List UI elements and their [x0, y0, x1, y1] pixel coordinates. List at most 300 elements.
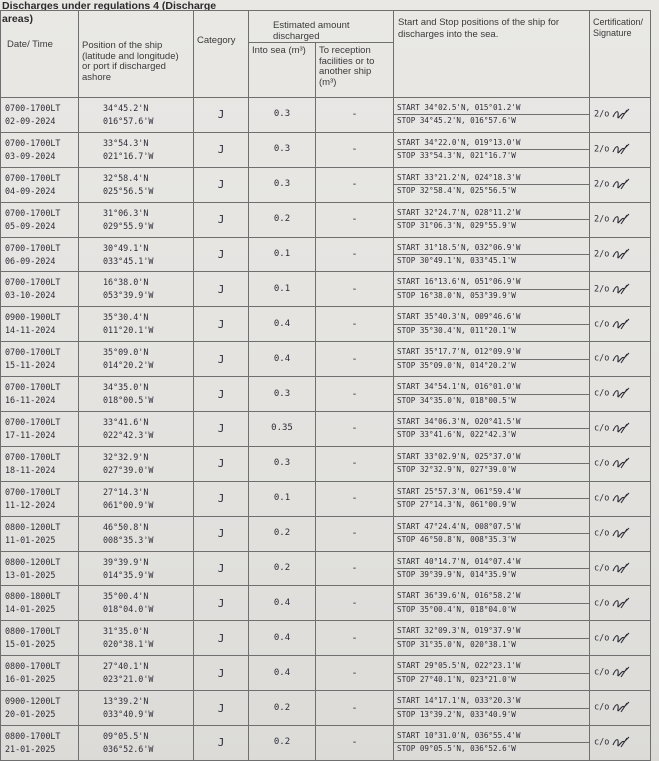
row-date: 17-11-2024	[5, 429, 56, 440]
cell-certification	[590, 726, 651, 761]
cell-to-reception	[316, 726, 394, 761]
row-time: 0700-1700LT	[5, 382, 61, 393]
row-date: 13-01-2025	[5, 569, 56, 580]
row-certification	[590, 318, 650, 332]
row-start-position: START 29°05.5'N, 022°23.1'W	[394, 660, 589, 674]
row-latitude: 27°14.3'N	[103, 486, 149, 497]
row-time: 0700-1700LT	[5, 416, 61, 427]
cell-date-time	[1, 446, 79, 481]
row-date: 15-01-2025	[5, 639, 56, 650]
row-latitude: 16°38.0'N	[103, 277, 149, 288]
cell-category	[194, 237, 249, 272]
cell-position	[79, 272, 194, 307]
table-row	[1, 237, 651, 272]
row-latitude: 34°35.0'N	[103, 382, 149, 393]
row-time: 0800-1200LT	[5, 556, 61, 567]
cell-date-time	[1, 656, 79, 691]
row-start-position: START 32°24.7'N, 028°11.2'W	[394, 207, 589, 221]
signature-icon	[612, 736, 630, 748]
row-date: 21-01-2025	[5, 743, 56, 754]
row-time: 0800-1800LT	[5, 591, 61, 602]
row-certification	[590, 701, 650, 715]
row-certification	[590, 527, 650, 541]
cell-date-time	[1, 342, 79, 377]
row-into-sea: 0.1	[273, 249, 291, 259]
cell-date-time	[1, 691, 79, 726]
row-officer-rank: 2/o	[594, 214, 610, 225]
row-officer-rank: 2/o	[594, 144, 610, 155]
row-certification	[590, 562, 650, 576]
row-officer-rank: c/o	[594, 423, 610, 434]
row-into-sea: 0.2	[273, 563, 291, 574]
cell-category	[194, 98, 249, 133]
row-start-position: START 16°13.6'N, 051°06.9'W	[394, 276, 589, 290]
cell-position	[79, 132, 194, 167]
cell-position	[79, 342, 194, 377]
cell-into-sea	[249, 726, 316, 761]
row-longitude: 016°57.6'W	[103, 115, 154, 126]
row-into-sea: 0.3	[273, 179, 291, 190]
row-latitude: 32°58.4'N	[103, 172, 149, 183]
row-officer-rank: c/o	[594, 563, 610, 574]
row-longitude: 029°55.9'W	[103, 220, 154, 231]
cell-category	[194, 586, 249, 621]
cell-category	[194, 621, 249, 656]
signature-icon	[612, 701, 630, 713]
row-longitude: 018°04.0'W	[103, 604, 154, 615]
signature-icon	[612, 283, 630, 295]
signature-icon	[612, 632, 630, 644]
row-stop-position: STOP 09°05.5'N, 036°52.6'W	[397, 744, 516, 754]
row-officer-rank: c/o	[594, 353, 610, 364]
cell-position	[79, 446, 194, 481]
signature-icon	[612, 492, 630, 504]
row-category: J	[217, 317, 225, 331]
row-date: 16-11-2024	[5, 395, 56, 406]
table-row	[1, 621, 651, 656]
table-row	[1, 342, 651, 377]
cell-certification	[590, 98, 651, 133]
row-officer-rank: 2/o	[594, 109, 610, 120]
cell-category	[194, 307, 249, 342]
row-longitude: 020°38.1'W	[103, 639, 154, 650]
table-row	[1, 377, 651, 412]
row-officer-rank: c/o	[594, 458, 610, 469]
row-officer-rank: 2/o	[594, 249, 610, 260]
table-row	[1, 202, 651, 237]
header-position-label: Position of the ship (latitude and longitude) or port if discharged ashore	[82, 40, 179, 83]
row-category: J	[217, 666, 225, 680]
row-certification	[590, 666, 650, 680]
row-certification	[590, 248, 650, 262]
cell-into-sea	[249, 167, 316, 202]
cell-certification	[590, 342, 651, 377]
cell-certification	[590, 202, 651, 237]
cell-start-stop	[394, 307, 590, 342]
header-certification-label: Certification/ Signature	[593, 17, 644, 38]
row-into-sea: 0.4	[273, 597, 291, 608]
row-latitude: 31°35.0'N	[103, 626, 149, 637]
row-latitude: 46°50.8'N	[103, 521, 149, 532]
row-latitude: 35°00.4'N	[103, 591, 149, 602]
row-date: 11-12-2024	[5, 499, 56, 510]
table-row	[1, 551, 651, 586]
cell-category	[194, 412, 249, 447]
row-stop-position: STOP 33°54.3'N, 021°16.7'W	[397, 151, 516, 161]
row-category: J	[217, 562, 225, 576]
cell-category	[194, 167, 249, 202]
row-into-sea: 0.2	[273, 737, 291, 748]
cell-into-sea	[249, 272, 316, 307]
cell-to-reception	[316, 412, 394, 447]
row-stop-position: STOP 32°58.4'N, 025°56.5'W	[397, 186, 516, 196]
row-to-reception: -	[351, 144, 358, 156]
row-to-reception: -	[351, 214, 358, 226]
cell-into-sea	[249, 691, 316, 726]
row-certification	[590, 422, 650, 436]
header-position	[79, 11, 194, 98]
row-start-position: START 35°40.3'N, 009°46.6'W	[394, 311, 589, 325]
row-date: 15-11-2024	[5, 360, 56, 371]
cell-into-sea	[249, 446, 316, 481]
cell-certification	[590, 167, 651, 202]
cell-position	[79, 656, 194, 691]
row-into-sea: 0.1	[273, 283, 291, 294]
cell-to-reception	[316, 132, 394, 167]
row-certification	[590, 283, 650, 297]
row-time: 0800-1700LT	[5, 626, 61, 637]
row-into-sea: 0.4	[273, 318, 291, 329]
cell-certification	[590, 377, 651, 412]
cell-position	[79, 377, 194, 412]
row-officer-rank: c/o	[594, 667, 610, 678]
cell-category	[194, 551, 249, 586]
cell-position	[79, 202, 194, 237]
row-to-reception: -	[351, 702, 358, 714]
table-row	[1, 272, 651, 307]
cell-date-time	[1, 202, 79, 237]
signature-icon	[612, 108, 630, 120]
row-start-position: START 36°39.6'N, 016°58.2'W	[394, 590, 589, 604]
cell-start-stop	[394, 342, 590, 377]
row-certification	[590, 457, 650, 471]
page-title-line2: areas)	[2, 13, 33, 25]
header-date-time	[1, 11, 79, 98]
header-start-stop	[394, 11, 590, 98]
cell-into-sea	[249, 307, 316, 342]
row-into-sea: 0.2	[273, 214, 291, 225]
cell-category	[194, 481, 249, 516]
table-row	[1, 446, 651, 481]
cell-date-time	[1, 726, 79, 761]
cell-position	[79, 412, 194, 447]
signature-icon	[612, 352, 630, 364]
row-latitude: 34°45.2'N	[103, 102, 149, 113]
row-category: J	[217, 457, 225, 471]
cell-date-time	[1, 98, 79, 133]
row-certification	[590, 632, 650, 646]
row-longitude: 018°00.5'W	[103, 395, 154, 406]
cell-category	[194, 656, 249, 691]
row-start-position: START 34°06.3'N, 020°41.5'W	[394, 416, 589, 430]
cell-certification	[590, 272, 651, 307]
cell-category	[194, 726, 249, 761]
cell-into-sea	[249, 656, 316, 691]
row-start-position: START 34°54.1'N, 016°01.0'W	[394, 381, 589, 395]
row-date: 14-11-2024	[5, 325, 56, 336]
cell-date-time	[1, 412, 79, 447]
row-to-reception: -	[351, 318, 358, 330]
cell-category	[194, 516, 249, 551]
row-stop-position: STOP 31°06.3'N, 029°55.9'W	[397, 221, 516, 231]
cell-position	[79, 621, 194, 656]
cell-to-reception	[316, 98, 394, 133]
row-longitude: 011°20.1'W	[103, 325, 154, 336]
cell-to-reception	[316, 656, 394, 691]
row-to-reception: -	[351, 737, 358, 749]
cell-category	[194, 272, 249, 307]
row-into-sea: 0.3	[273, 388, 291, 399]
row-certification	[590, 387, 650, 401]
table-row	[1, 656, 651, 691]
row-category: J	[217, 701, 225, 715]
cell-certification	[590, 307, 651, 342]
cell-to-reception	[316, 272, 394, 307]
row-longitude: 021°16.7'W	[103, 150, 154, 161]
cell-certification	[590, 516, 651, 551]
cell-date-time	[1, 237, 79, 272]
cell-start-stop	[394, 272, 590, 307]
cell-to-reception	[316, 586, 394, 621]
cell-date-time	[1, 377, 79, 412]
row-certification	[590, 736, 650, 750]
row-stop-position: STOP 31°35.0'N, 020°38.1'W	[397, 639, 516, 649]
row-latitude: 39°39.9'N	[103, 556, 149, 567]
row-to-reception: -	[351, 179, 358, 191]
cell-into-sea	[249, 98, 316, 133]
row-latitude: 27°40.1'N	[103, 661, 149, 672]
row-stop-position: STOP 39°39.9'N, 014°35.9'W	[397, 570, 516, 580]
row-latitude: 09°05.5'N	[103, 730, 149, 741]
row-category: J	[217, 527, 225, 541]
row-certification	[590, 597, 650, 611]
cell-into-sea	[249, 516, 316, 551]
cell-into-sea	[249, 621, 316, 656]
cell-position	[79, 237, 194, 272]
cell-certification	[590, 691, 651, 726]
cell-category	[194, 202, 249, 237]
row-officer-rank: c/o	[594, 598, 610, 609]
cell-to-reception	[316, 167, 394, 202]
row-category: J	[217, 352, 225, 366]
header-estimated-amount	[249, 11, 394, 43]
cell-into-sea	[249, 481, 316, 516]
signature-icon	[612, 666, 630, 678]
signature-icon	[612, 562, 630, 574]
cell-certification	[590, 586, 651, 621]
cell-start-stop	[394, 691, 590, 726]
discharge-log-table	[0, 10, 651, 761]
row-date: 11-01-2025	[5, 534, 56, 545]
row-to-reception: -	[351, 632, 358, 644]
row-date: 16-01-2025	[5, 674, 56, 685]
row-stop-position: STOP 35°30.4'N, 011°20.1'W	[397, 325, 516, 335]
cell-to-reception	[316, 481, 394, 516]
cell-into-sea	[249, 586, 316, 621]
row-start-position: START 33°02.9'N, 025°37.0'W	[394, 451, 589, 465]
row-certification	[590, 108, 650, 122]
cell-position	[79, 98, 194, 133]
cell-to-reception	[316, 342, 394, 377]
cell-to-reception	[316, 446, 394, 481]
row-latitude: 33°41.6'N	[103, 416, 149, 427]
row-time: 0800-1700LT	[5, 730, 61, 741]
row-stop-position: STOP 13°39.2'N, 033°40.9'W	[397, 709, 516, 719]
row-date: 04-09-2024	[5, 185, 56, 196]
row-longitude: 022°42.3'W	[103, 429, 154, 440]
table-row	[1, 412, 651, 447]
row-stop-position: STOP 34°45.2'N, 016°57.6'W	[397, 116, 516, 126]
signature-icon	[612, 248, 630, 260]
signature-icon	[612, 422, 630, 434]
cell-to-reception	[316, 307, 394, 342]
cell-certification	[590, 656, 651, 691]
header-date-time-label: Date/ Time	[7, 39, 53, 50]
row-officer-rank: c/o	[594, 319, 610, 330]
cell-start-stop	[394, 132, 590, 167]
row-latitude: 31°06.3'N	[103, 207, 149, 218]
cell-category	[194, 132, 249, 167]
row-officer-rank: c/o	[594, 702, 610, 713]
row-start-position: START 33°21.2'N, 024°18.3'W	[394, 172, 589, 186]
row-start-position: START 31°18.5'N, 032°06.9'W	[394, 242, 589, 256]
header-to-reception-label: To reception facilities or to another ship (m³)	[319, 45, 375, 88]
row-time: 0800-1200LT	[5, 521, 61, 532]
row-into-sea: 0.3	[273, 458, 291, 469]
row-certification	[590, 213, 650, 227]
cell-position	[79, 167, 194, 202]
header-estimated-amount-label: Estimated amount discharged	[273, 20, 350, 42]
row-longitude: 008°35.3'W	[103, 534, 154, 545]
row-officer-rank: c/o	[594, 528, 610, 539]
table-row	[1, 307, 651, 342]
row-stop-position: STOP 27°40.1'N, 023°21.0'W	[397, 674, 516, 684]
cell-to-reception	[316, 516, 394, 551]
row-start-position: START 34°22.0'N, 019°13.0'W	[394, 137, 589, 151]
row-latitude: 30°49.1'N	[103, 242, 149, 253]
cell-date-time	[1, 481, 79, 516]
row-date: 03-10-2024	[5, 290, 56, 301]
cell-into-sea	[249, 412, 316, 447]
row-start-position: START 35°17.7'N, 012°09.9'W	[394, 346, 589, 360]
row-time: 0700-1700LT	[5, 277, 61, 288]
row-stop-position: STOP 46°50.8'N, 008°35.3'W	[397, 535, 516, 545]
row-category: J	[217, 596, 225, 610]
row-time: 0700-1700LT	[5, 137, 61, 148]
row-start-position: START 47°24.4'N, 008°07.5'W	[394, 521, 589, 535]
row-latitude: 35°30.4'N	[103, 312, 149, 323]
table-row	[1, 167, 651, 202]
row-longitude: 033°40.9'W	[103, 709, 154, 720]
row-start-position: START 14°17.1'N, 033°20.3'W	[394, 695, 589, 709]
row-into-sea: 0.35	[271, 423, 293, 434]
cell-position	[79, 691, 194, 726]
row-into-sea: 0.3	[273, 144, 291, 155]
cell-date-time	[1, 551, 79, 586]
row-time: 0700-1700LT	[5, 347, 61, 358]
cell-position	[79, 516, 194, 551]
row-into-sea: 0.1	[273, 493, 291, 504]
cell-position	[79, 726, 194, 761]
row-category: J	[217, 492, 225, 506]
row-date: 18-11-2024	[5, 464, 56, 475]
row-start-position: START 34°02.5'N, 015°01.2'W	[394, 102, 589, 116]
row-longitude: 014°35.9'W	[103, 569, 154, 580]
row-time: 0700-1700LT	[5, 207, 61, 218]
cell-start-stop	[394, 481, 590, 516]
cell-date-time	[1, 586, 79, 621]
cell-into-sea	[249, 202, 316, 237]
cell-certification	[590, 621, 651, 656]
row-date: 14-01-2025	[5, 604, 56, 615]
row-to-reception: -	[351, 249, 358, 260]
row-to-reception: -	[351, 109, 358, 121]
cell-start-stop	[394, 412, 590, 447]
row-date: 03-09-2024	[5, 150, 56, 161]
row-start-position: START 40°14.7'N, 014°07.4'W	[394, 556, 589, 570]
cell-start-stop	[394, 621, 590, 656]
header-certification	[590, 11, 651, 98]
cell-date-time	[1, 307, 79, 342]
cell-start-stop	[394, 726, 590, 761]
row-time: 0700-1700LT	[5, 102, 61, 113]
cell-certification	[590, 237, 651, 272]
row-to-reception: -	[351, 667, 358, 679]
row-category: J	[217, 108, 225, 122]
cell-position	[79, 586, 194, 621]
row-officer-rank: c/o	[594, 493, 610, 504]
row-to-reception: -	[351, 353, 358, 365]
row-into-sea: 0.2	[273, 702, 291, 713]
signature-icon	[612, 213, 630, 225]
row-stop-position: STOP 16°38.0'N, 053°39.9'W	[397, 290, 516, 300]
row-latitude: 33°54.3'N	[103, 137, 149, 148]
row-stop-position: STOP 35°00.4'N, 018°04.0'W	[397, 604, 516, 614]
row-to-reception: -	[351, 493, 358, 505]
row-category: J	[217, 387, 225, 401]
cell-into-sea	[249, 342, 316, 377]
row-to-reception: -	[351, 597, 358, 609]
cell-into-sea	[249, 377, 316, 412]
cell-date-time	[1, 621, 79, 656]
row-longitude: 036°52.6'W	[103, 743, 154, 754]
cell-start-stop	[394, 551, 590, 586]
row-date: 20-01-2025	[5, 709, 56, 720]
row-longitude: 061°00.9'W	[103, 499, 154, 510]
row-to-reception: -	[351, 283, 358, 295]
signature-icon	[612, 527, 630, 539]
row-longitude: 053°39.9'W	[103, 290, 154, 301]
cell-start-stop	[394, 516, 590, 551]
header-category	[194, 11, 249, 98]
row-category: J	[217, 422, 225, 436]
signature-icon	[612, 387, 630, 399]
cell-date-time	[1, 272, 79, 307]
row-officer-rank: 2/o	[594, 284, 610, 295]
row-date: 05-09-2024	[5, 220, 56, 231]
row-to-reception: -	[351, 423, 358, 435]
signature-icon	[612, 318, 630, 330]
